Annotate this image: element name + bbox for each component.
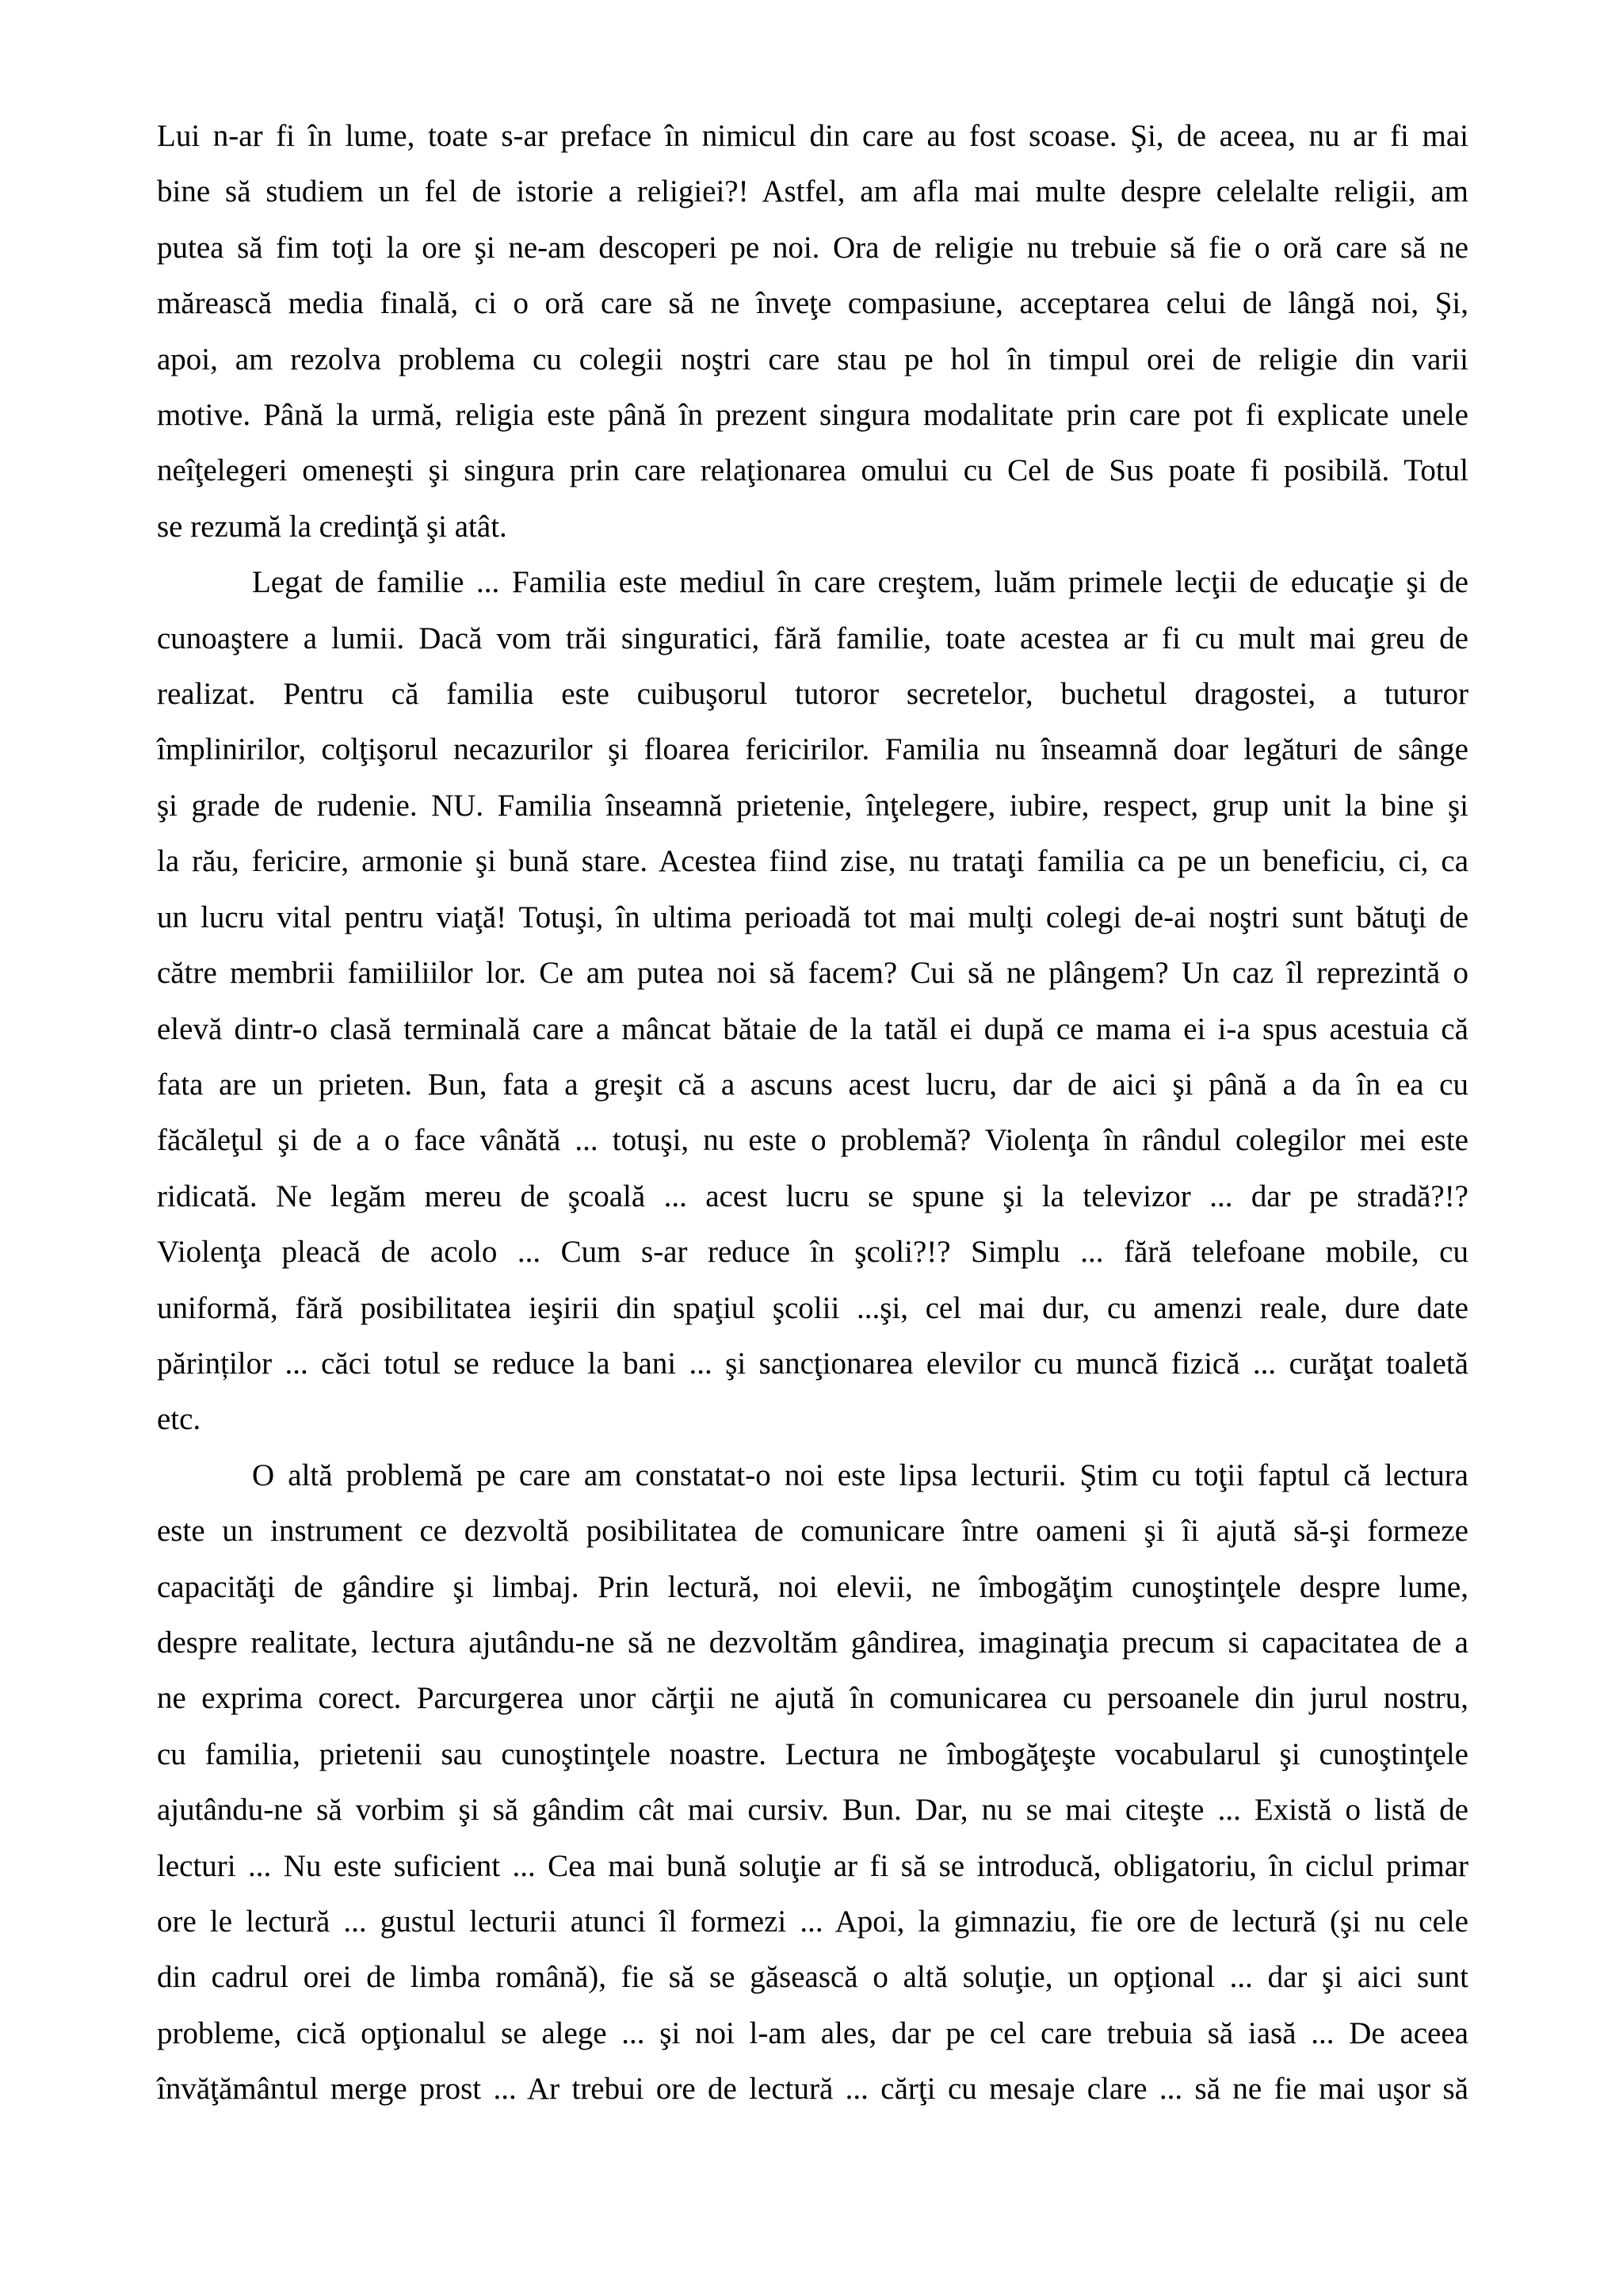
text-line: Violenţa pleacă de acolo ... Cum s-ar reduce în şcoli?!? Simplu ... fără telefoane mobile, cu [157, 1235, 1468, 1270]
text-line: ajutându-ne să vorbim şi să gândim cât mai cursiv. Bun. Dar, nu se mai citeşte ... Există o listă de [157, 1793, 1468, 1828]
text-line: Legat de familie ... Familia este mediul în care creştem, luăm primele lecţii de educaţie şi de [252, 565, 1468, 600]
text-line: din cadrul orei de limba română), fie să se găsească o altă soluţie, un opţional ... dar şi aici sunt [157, 1960, 1468, 1995]
text-line: bine să studiem un fel de istorie a religiei?! Astfel, am afla mai multe despre celelalte religii, am [157, 174, 1468, 209]
text-line: motive. Până la urmă, religia este până în prezent singura modalitate prin care pot fi explicate unele [157, 398, 1468, 433]
text-line: ore le lectură ... gustul lecturii atunci îl formezi ... Apoi, la gimnaziu, fie ore de lectură (şi nu cele [157, 1904, 1468, 1939]
text-line: împlinirilor, colţişorul necazurilor şi floarea fericirilor. Familia nu înseamnă doar legături de sânge [157, 732, 1468, 767]
text-line: către membrii famiiliilor lor. Ce am putea noi să facem? Cui să ne plângem? Un caz îl reprezintă o [157, 956, 1468, 991]
body-text [157, 109, 1468, 2118]
paragraph [157, 1448, 1468, 2118]
text-line: făcăleţul şi de a o face vânătă ... totuşi, nu este o problemă? Violenţa în rândul colegilor mei este [157, 1123, 1468, 1158]
text-line: părinților ... căci totul se reduce la bani ... şi sancţionarea elevilor cu muncă fizică ... curăţat toaletă [157, 1346, 1468, 1381]
text-line: putea să fim toţi la ore şi ne-am descoperi pe noi. Ora de religie nu trebuie să fie o oră care să ne [157, 230, 1468, 265]
text-line: mărească media finală, ci o oră care să ne înveţe compasiune, acceptarea celui de lângă noi, Şi, [157, 286, 1468, 321]
text-line: realizat. Pentru că familia este cuibuşorul tutoror secretelor, buchetul dragostei, a tuturor [157, 677, 1468, 712]
text-line: neîţelegeri omeneşti şi singura prin care relaţionarea omului cu Cel de Sus poate fi posibilă. Totul [157, 453, 1468, 488]
text-line: etc. [157, 1402, 201, 1437]
text-line: apoi, am rezolva problema cu colegii noştri care stau pe hol în timpul orei de religie din varii [157, 342, 1468, 376]
text-line: învăţământul merge prost ... Ar trebui ore de lectură ... cărţi cu mesaje clare ... să ne fie mai uşor să [157, 2072, 1468, 2107]
text-line: şi grade de rudenie. NU. Familia înseamnă prietenie, înţelegere, iubire, respect, grup unit la bine şi [157, 788, 1468, 823]
text-line: elevă dintr-o clasă terminală care a mâncat bătaie de la tatăl ei după ce mama ei i-a spus acestuia că [157, 1011, 1468, 1046]
text-line: la rău, fericire, armonie şi bună stare. Acestea fiind zise, nu trataţi familia ca pe un beneficiu, ci, ca [157, 844, 1468, 879]
paragraph [157, 109, 1468, 555]
text-line: despre realitate, lectura ajutându-ne să ne dezvoltăm gândirea, imaginaţia precum si capacitatea de a [157, 1625, 1468, 1660]
text-line: capacităţi de gândire şi limbaj. Prin lectură, noi elevii, ne îmbogăţim cunoştinţele despre lume, [157, 1569, 1468, 1604]
text-line: ne exprima corect. Parcurgerea unor cărţii ne ajută în comunicarea cu persoanele din jurul nostru, [157, 1681, 1468, 1716]
text-line: se rezumă la credinţă şi atât. [157, 509, 507, 544]
text-line: probleme, cică opţionalul se alege ... şi noi l-am ales, dar pe cel care trebuia să iasă ... De aceea [157, 2015, 1468, 2050]
text-line: O altă problemă pe care am constatat-o noi este lipsa lecturii. Ştim cu toţii faptul că lectura [252, 1457, 1468, 1492]
text-line: este un instrument ce dezvoltă posibilitatea de comunicare între oameni şi îi ajută să-şi formeze [157, 1514, 1468, 1549]
text-line: fata are un prieten. Bun, fata a greşit că a ascuns acest lucru, dar de aici şi până a da în ea cu [157, 1067, 1468, 1102]
text-line: un lucru vital pentru viaţă! Totuşi, în ultima perioadă tot mai mulţi colegi de-ai noştri sunt bătuţi de [157, 900, 1468, 934]
text-line: uniformă, fără posibilitatea ieşirii din spaţiul şcolii ...şi, cel mai dur, cu amenzi reale, dure date [157, 1290, 1468, 1325]
text-line: lecturi ... Nu este suficient ... Cea mai bună soluţie ar fi să se introducă, obligatoriu, în ciclul primar [157, 1848, 1468, 1883]
text-line: ridicată. Ne legăm mereu de şcoală ... acest lucru se spune şi la televizor ... dar pe stradă?!? [157, 1179, 1468, 1213]
text-line: Lui n-ar fi în lume, toate s-ar preface în nimicul din care au fost scoase. Şi, de aceea, nu ar fi mai [157, 119, 1468, 153]
paragraph [157, 555, 1468, 1448]
text-line: cu familia, prietenii sau cunoştinţele noastre. Lectura ne îmbogăţeşte vocabularul şi cunoştinţele [157, 1736, 1468, 1771]
text-line: cunoaştere a lumii. Dacă vom trăi singuratici, fără familie, toate acestea ar fi cu mult mai greu de [157, 621, 1468, 655]
